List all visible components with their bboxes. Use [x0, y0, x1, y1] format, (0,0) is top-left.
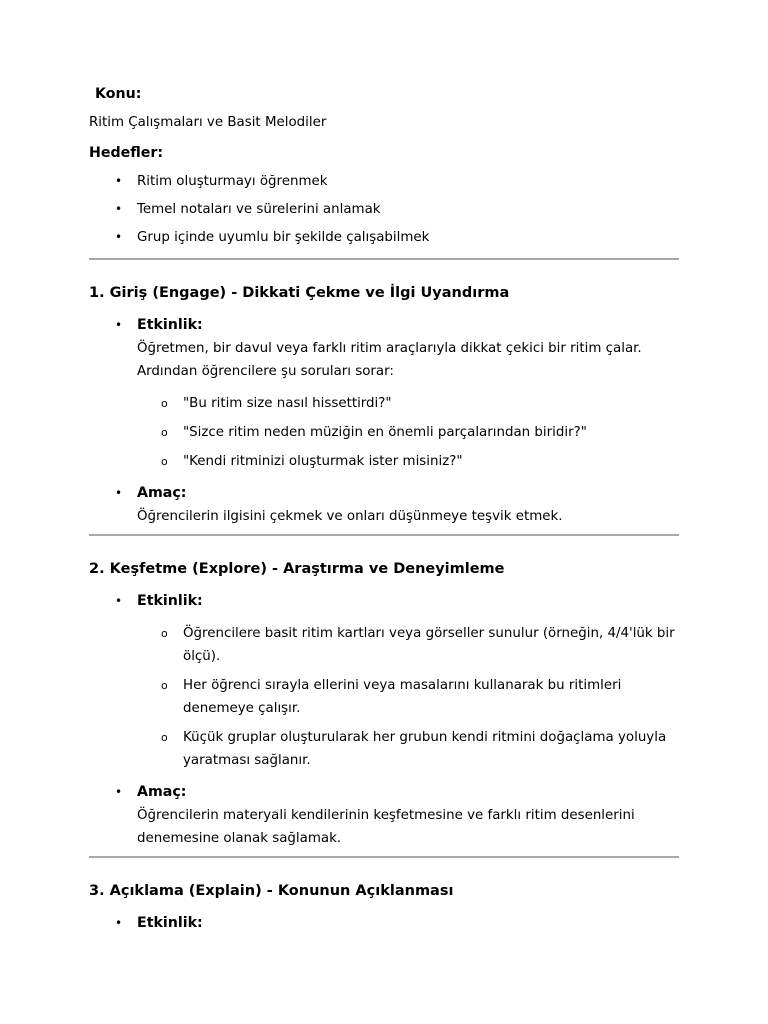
hedef-list-item: [89, 198, 679, 221]
sub-item-text: Küçük gruplar oluşturularak her grubun kendi ritmini doğaçlama yoluyla yaratması sağlanır.: [183, 730, 667, 768]
bullet-icon: •: [115, 174, 123, 188]
sub-item-text: Öğrencilere basit ritim kartları veya görseller sunulur (örneğin, 4/4'lük bir ölçü).: [183, 626, 675, 664]
section-heading-1: 1. Giriş (Engage) - Dikkati Çekme ve İlgi Uyandırma: [89, 285, 510, 301]
circle-bullet-icon: o: [161, 627, 168, 640]
sub-item-text: "Bu ritim size nasıl hissettirdi?": [183, 396, 392, 411]
amac-item: [89, 781, 679, 850]
etkinlik-item: [89, 912, 679, 935]
hedef-item-text: Ritim oluşturmayı öğrenmek: [137, 174, 328, 189]
circle-bullet-icon: o: [161, 679, 168, 692]
konu-value: Ritim Çalışmaları ve Basit Melodiler: [89, 115, 327, 130]
sub-item-text: "Sizce ritim neden müziğin en önemli parçalarından biridir?": [183, 425, 587, 440]
circle-bullet-icon: o: [161, 731, 168, 744]
sub-list-item: [89, 622, 679, 668]
sub-list-item: [89, 421, 679, 444]
section-divider: [89, 534, 679, 536]
amac-label: Amaç:: [137, 784, 187, 800]
sub-list-item: [89, 450, 679, 473]
bullet-icon: •: [115, 486, 123, 500]
etkinlik-item: [89, 590, 679, 613]
sub-list-item: [89, 392, 679, 415]
sub-item-text: "Kendi ritminizi oluşturmak ister misiniz?": [183, 454, 463, 469]
hedef-list-item: [89, 226, 679, 249]
etkinlik-label: Etkinlik:: [137, 317, 203, 333]
sub-list-item: [89, 726, 679, 772]
bullet-icon: •: [115, 594, 123, 608]
etkinlik-text: Öğretmen, bir davul veya farklı ritim araçlarıyla dikkat çekici bir ritim çalar. Ardından öğrencilere şu soruları sorar:: [137, 341, 642, 379]
amac-label: Amaç:: [137, 485, 187, 501]
section-divider: [89, 856, 679, 858]
circle-bullet-icon: o: [161, 426, 168, 439]
amac-item: [89, 482, 679, 528]
bullet-icon: •: [115, 916, 123, 930]
etkinlik-item: [89, 314, 679, 383]
amac-text: Öğrencilerin materyali kendilerinin keşfetmesine ve farklı ritim desenlerini denemesine olanak sağlamak.: [137, 808, 635, 846]
section-heading-2: 2. Keşfetme (Explore) - Araştırma ve Deneyimleme: [89, 561, 505, 577]
etkinlik-label: Etkinlik:: [137, 915, 203, 931]
section-heading-3: 3. Açıklama (Explain) - Konunun Açıklanması: [89, 883, 454, 899]
bullet-icon: •: [115, 785, 123, 799]
bullet-icon: •: [115, 202, 123, 216]
hedef-item-text: Grup içinde uyumlu bir şekilde çalışabilmek: [137, 230, 430, 245]
hedefler-label: Hedefler:: [89, 145, 164, 161]
amac-text: Öğrencilerin ilgisini çekmek ve onları düşünmeye teşvik etmek.: [137, 509, 563, 524]
hedef-list-item: [89, 170, 679, 193]
bullet-icon: •: [115, 230, 123, 244]
sub-list-item: [89, 674, 679, 720]
etkinlik-label: Etkinlik:: [137, 593, 203, 609]
circle-bullet-icon: o: [161, 397, 168, 410]
sub-item-text: Her öğrenci sırayla ellerini veya masalarını kullanarak bu ritimleri denemeye çalışır.: [183, 678, 622, 716]
konu-label: Konu:: [95, 86, 142, 102]
bullet-icon: •: [115, 318, 123, 332]
section-divider: [89, 258, 679, 260]
circle-bullet-icon: o: [161, 455, 168, 468]
hedef-item-text: Temel notaları ve sürelerini anlamak: [137, 202, 381, 217]
